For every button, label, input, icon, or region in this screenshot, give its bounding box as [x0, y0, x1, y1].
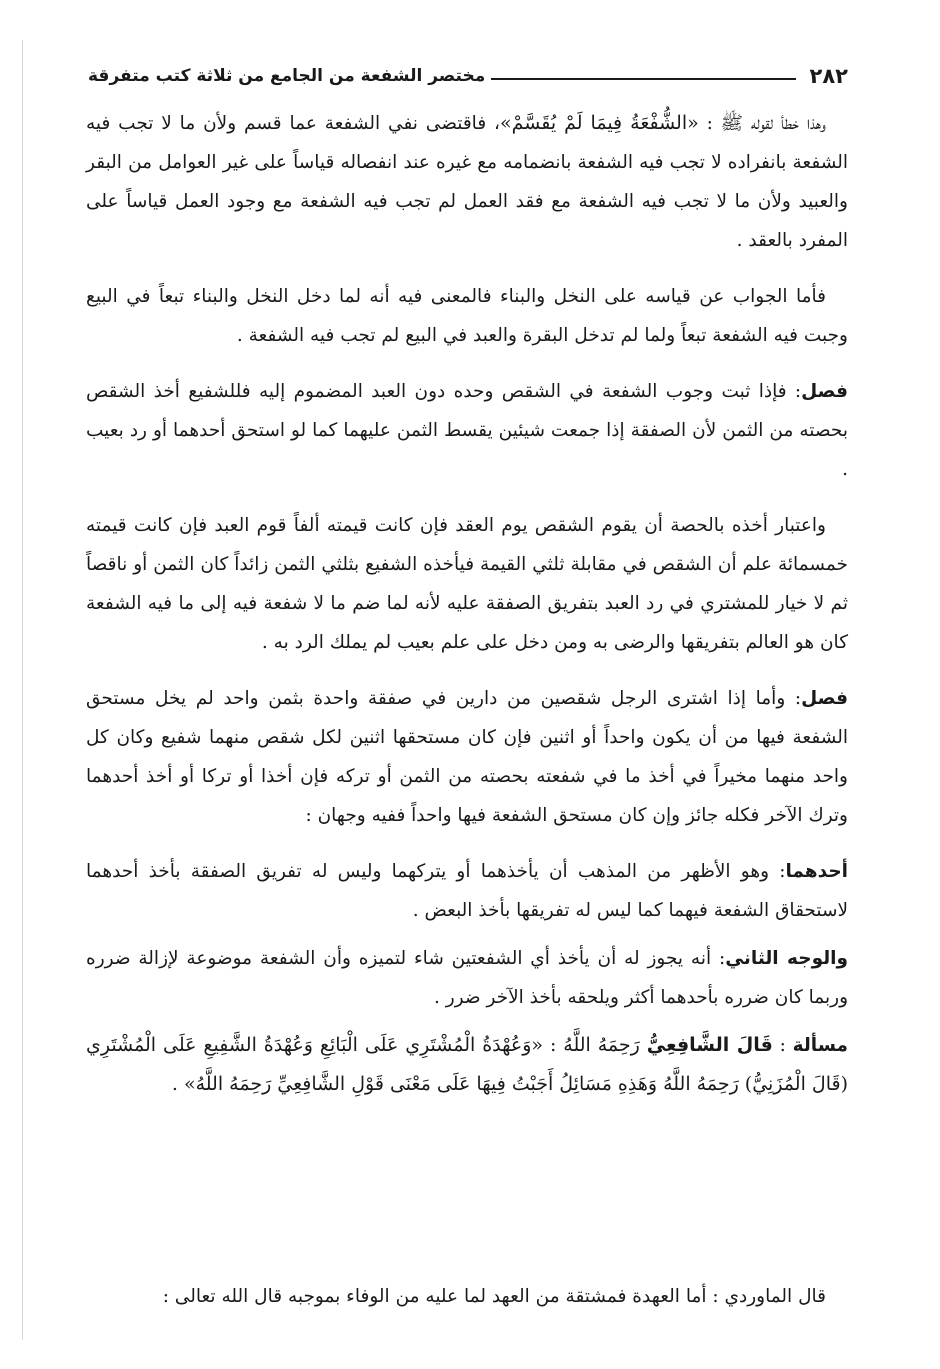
page-header: [88, 60, 848, 92]
paragraph-text: ، فاقتضى نفي الشفعة عما قسم ولأن ما لا تجب فيه الشفعة بانفراده لا تجب فيه الشفعة بانضمامه مع غيره عند انفصاله قياساً على غير العوامل من البقر والعبيد ولأن ما لا تجب فيه الشفعة مع فقد العمل لم تجب فيه الشفعة مع وجود العمل قياساً على المفرد بالعقد .: [86, 113, 848, 251]
section-term: مسألة: [792, 1035, 848, 1056]
paragraph-mawardi: [86, 1277, 848, 1316]
paragraph-fasl-2: [86, 679, 848, 835]
paragraph-text: واعتبار أخذه بالحصة أن يقوم الشقص يوم العقد فإن كانت قيمته ألفاً قوم العبد فإن كانت قيمته خمسمائة علم أن الشقص في مقابلة ثلثي القيمة فيأخذه الشفيع بثلثي الثمن زائداً كان الثمن أو ناقصاً ثم لا خيار للمشتري في رد العبد بتفريق الصفقة عليه لأنه لما ضم ما لا شفعة فيه إلى ما فيه الشفعة كان هو العالم بتفريقها والرضى به ومن دخل على علم بعيب لم يملك الرد به .: [86, 515, 848, 653]
paragraph-refutation: [86, 104, 848, 260]
paragraph-text: : أنه يجوز له أن يأخذ أي الشفعتين شاء لتميزه وأن الشفعة موضوعة لإزالة ضرره وربما كان ضرره بأحدهما أكثر ويلحقه بأخذ الآخر ضرر .: [86, 948, 848, 1008]
paragraph-masala: [86, 1026, 848, 1104]
paragraph-text: فأما الجواب عن قياسه على النخل والبناء فالمعنى فيه أنه لما دخل النخل والبناء تبعاً في البيع وجبت فيه الشفعة تبعاً ولما لم تدخل البقرة والعبد في البيع لم تجب فيه الشفعة .: [86, 286, 848, 346]
scan-edge-line: [22, 40, 23, 1340]
page-number: ٢٨٢: [809, 64, 848, 88]
section-term: فصل: [801, 381, 848, 402]
paragraph-second-view: [86, 939, 848, 1017]
separator-text: :: [772, 1035, 793, 1056]
paragraph-fasl-1: [86, 372, 848, 489]
imam-name: قَالَ الشَّافِعِيُّ: [646, 1034, 773, 1056]
paragraph-text: وهذا خطأ لقوله ﷺ :: [698, 113, 826, 134]
section-term: أحدهما: [785, 861, 848, 882]
paragraph-text: قال الماوردي : أما العهدة فمشتقة من العهد لما عليه من الوفاء بموجبه قال الله تعالى :: [162, 1285, 826, 1307]
paragraph-first-view: [86, 852, 848, 930]
section-term: والوجه الثاني: [725, 948, 848, 969]
page-body: [86, 104, 848, 1121]
paragraph-valuation: [86, 506, 848, 662]
paragraph-text: : فإذا ثبت وجوب الشفعة في الشقص وحده دون العبد المضموم إليه فللشفيع أخذ الشقص بحصته من الثمن لأن الصفقة إذا جمعت شيئين يقسط الثمن عليهما كما لو استحق أحدهما أو رد بعيب .: [86, 381, 848, 480]
paragraph-text: : وهو الأظهر من المذهب أن يأخذهما أو يتركهما وليس له تفريق الصفقة بأخذ أحدهما لاستحقاق الشفعة فيهما كما ليس له تفريقها بأخذ البعض .: [86, 861, 848, 921]
paragraph-answer: [86, 277, 848, 355]
hadith-quote: «الشُّفْعَةُ فِيمَا لَمْ يُقَسَّمْ»: [499, 112, 699, 134]
running-title: مختصر الشفعة من الجامع من ثلاثة كتب متفرقة: [88, 66, 486, 86]
paragraph-text: : وأما إذا اشترى الرجل شقصين من دارين في صفقة واحدة بثمن واحد لم يخل مستحق الشفعة فيها من أن يكون واحداً أو اثنين فإن كان مستحقها اثنين لكل شقص منهما شفيع وكان كل واحد منهما مخيراً في أخذ ما في شفعته بحصته من الثمن أو تركه فإن أخذا أو تركا أو أخذ أحدهما وترك الآخر فكله جائز وإن كان مستحق الشفعة فيها واحداً ففيه وجهان :: [86, 688, 848, 826]
section-term: فصل: [801, 688, 848, 709]
mukhtasar-text: رَحِمَهُ اللَّهُ : «وَعُهْدَةُ الْمُشْتَرِي عَلَى الْبَائِعِ وَعُهْدَةُ الشَّفِيعِ عَلَى الْمُشْتَرِي (قَالَ الْمُزَنِيُّ) رَحِمَهُ اللَّهُ وَهَذِهِ مَسَائِلُ أَجَبْتُ فِيهَا عَلَى مَعْنَى قَوْلِ الشَّافِعِيِّ رَحِمَهُ اللَّهُ» .: [86, 1034, 848, 1095]
header-rule: [491, 78, 795, 80]
